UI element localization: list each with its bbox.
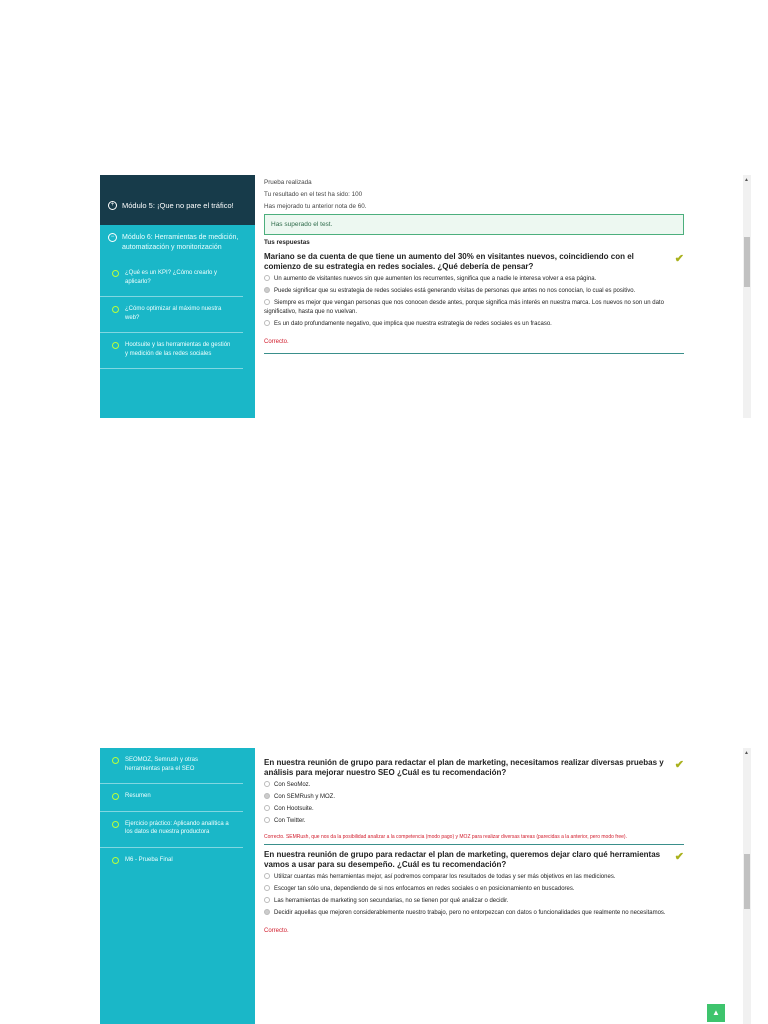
sidebar-item-label: Resumen (125, 793, 151, 799)
radio-icon (264, 320, 270, 326)
correct-feedback: Correcto. (264, 339, 289, 345)
divider (264, 844, 684, 845)
lesson-dot-icon (112, 821, 119, 828)
option-label: Las herramientas de marketing son secundarias, no se tienen por qué analizar o decidir. (274, 898, 509, 904)
option-label: Utilizar cuantas más herramientas mejor, así podremos comparar los resultados de todas y ser más objetivos en las mediciones. (274, 874, 616, 880)
answer-option[interactable] (264, 897, 684, 906)
sidebar-module-6[interactable] (100, 225, 255, 261)
radio-icon (264, 781, 270, 787)
scrollbar[interactable] (743, 175, 751, 418)
sidebar-item-label: Hootsuite y las herramientas de gestión y medición de las redes sociales (125, 342, 231, 357)
lesson-dot-icon (112, 793, 119, 800)
lesson-dot-icon (112, 342, 119, 349)
status-text: Prueba realizada (264, 179, 312, 186)
course-sidebar (100, 175, 255, 418)
sidebar-item-label: SEOMOZ, Semrush y otras herramientas para el SEO (125, 757, 199, 772)
check-icon: ✔ (674, 759, 684, 771)
lesson-dot-icon (112, 857, 119, 864)
quiz-panel-bottom (14, 748, 751, 1024)
correct-feedback: Correcto. SEMRush, que nos da la posibilidad analizar a la competencia (modo pago) y MOZ para realizar diversas tareas (parecidas a la anterior, pero modo free). (264, 834, 627, 840)
option-label: Es un dato profundamente negativo, que implica que nuestra estrategia de redes sociales es un fracaso. (274, 321, 552, 327)
radio-icon (264, 275, 270, 281)
option-label: Siempre es mejor que vengan personas que nos conocen desde antes, porque significa más interés en nuestra marca. Los nuevos no son un dato significativo, hasta que no vuelvan. (264, 300, 664, 315)
answer-option[interactable] (264, 781, 684, 790)
option-label: Con Hootsuite. (274, 806, 314, 812)
answer-option[interactable] (264, 320, 684, 329)
sidebar-item-label: Ejercicio práctico: Aplicando analítica a los datos de nuestra productora (125, 820, 229, 835)
check-icon: ✔ (674, 851, 684, 863)
sidebar-item-optimizar[interactable] (100, 297, 243, 333)
question-text (264, 758, 684, 778)
quiz-panel-top (14, 175, 751, 418)
lesson-dot-icon (112, 757, 119, 764)
lesson-dot-icon (112, 270, 119, 277)
result-text: Tu resultado en el test ha sido: 100 (264, 191, 363, 198)
answers-label: Tus respuestas (264, 239, 310, 246)
sidebar-item-hootsuite[interactable] (100, 333, 243, 369)
option-label: Escoger tan sólo una, dependiendo de si nos enfocamos en redes sociales o en posicionamiento en buscadores. (274, 886, 575, 892)
back-to-top-button[interactable] (707, 1004, 725, 1022)
option-label: Puede significar que su estrategia de redes sociales está generando visitas de personas que antes no nos conocían, lo cual es positivo. (274, 288, 636, 294)
lesson-dot-icon (112, 306, 119, 313)
divider (264, 353, 684, 354)
radio-selected-icon (264, 793, 270, 799)
option-label: Con Twitter. (274, 818, 306, 824)
answer-option-selected[interactable] (264, 793, 684, 802)
radio-icon (264, 817, 270, 823)
radio-icon (264, 873, 270, 879)
answer-option[interactable] (264, 275, 684, 284)
question-label: Mariano se da cuenta de que tiene un aumento del 30% en visitantes nuevos, coincidiendo con el comienzo de su estrategia en redes sociales. ¿Qué debería de pensar? (264, 252, 634, 271)
question-label: En nuestra reunión de grupo para redactar el plan de marketing, necesitamos realizar diversas pruebas y análisis para mejorar nuestro SEO ¿Cuál es tu recomendación? (264, 758, 664, 777)
answer-option[interactable] (264, 817, 684, 826)
answer-option[interactable] (264, 299, 684, 317)
question-text (264, 850, 684, 870)
sidebar-item-ejercicio[interactable] (100, 812, 243, 848)
answer-option[interactable] (264, 873, 684, 882)
answer-option[interactable] (264, 885, 684, 894)
module-5-label: Módulo 5: ¡Que no pare el tráfico! (122, 200, 234, 210)
answer-option-selected[interactable] (264, 287, 684, 296)
sidebar-item-label: M6 - Prueba Final (125, 856, 173, 863)
arrow-up-icon[interactable]: ▲ (744, 177, 749, 183)
option-label: Con SEMRush y MOZ. (274, 794, 336, 800)
sidebar-item-prueba-final[interactable] (100, 848, 243, 875)
sidebar-item-resumen[interactable] (100, 784, 243, 812)
correct-feedback: Correcto. (264, 928, 289, 934)
scrollbar-thumb[interactable] (744, 854, 750, 909)
check-icon: ✔ (674, 253, 684, 265)
collapse-icon: − (108, 233, 117, 242)
scrollbar[interactable] (743, 748, 751, 1024)
answer-option[interactable] (264, 805, 684, 814)
option-label: Un aumento de visitantes nuevos sin que aumenten los recurrentes, significa que a nadie le interesa volver a esa página. (274, 276, 597, 282)
arrow-up-icon: ▲ (712, 1008, 720, 1017)
radio-selected-icon (264, 909, 270, 915)
option-label: Decidir aquellas que mejoren considerablemente nuestro trabajo, pero no entorpezcan con datos o funcionalidades que realmente no necesitamos. (274, 910, 666, 916)
sidebar-module-5[interactable] (100, 185, 255, 225)
quiz-content (264, 179, 684, 354)
scrollbar-thumb[interactable] (744, 237, 750, 287)
radio-selected-icon (264, 287, 270, 293)
option-label: Con SeoMoz. (274, 782, 311, 788)
sidebar-item-seomoz[interactable] (100, 748, 243, 784)
answer-option-selected[interactable] (264, 909, 684, 918)
feedback-box: Has superado el test. (264, 214, 684, 235)
expand-icon: + (108, 201, 117, 210)
question-label: En nuestra reunión de grupo para redactar el plan de marketing, queremos dejar claro qué herramientas vamos a usar para su desempeño. ¿Cuál es tu recomendación? (264, 850, 661, 869)
radio-icon (264, 805, 270, 811)
question-text (264, 252, 684, 272)
radio-icon (264, 897, 270, 903)
sidebar-item-kpi[interactable] (100, 261, 243, 297)
module-6-label: Módulo 6: Herramientas de medición, automatización y monitorización (122, 234, 239, 251)
improved-text: Has mejorado tu anterior nota de 60. (264, 203, 367, 210)
course-sidebar (100, 748, 255, 1024)
radio-icon (264, 299, 270, 305)
sidebar-item-label: ¿Qué es un KPI? ¿Cómo crearlo y aplicarlo? (125, 270, 218, 285)
sidebar-top-strip (100, 175, 255, 185)
sidebar-item-label: ¿Cómo optimizar al máximo nuestra web? (125, 306, 222, 321)
radio-icon (264, 885, 270, 891)
arrow-up-icon[interactable]: ▲ (744, 750, 749, 756)
quiz-content (264, 758, 684, 934)
